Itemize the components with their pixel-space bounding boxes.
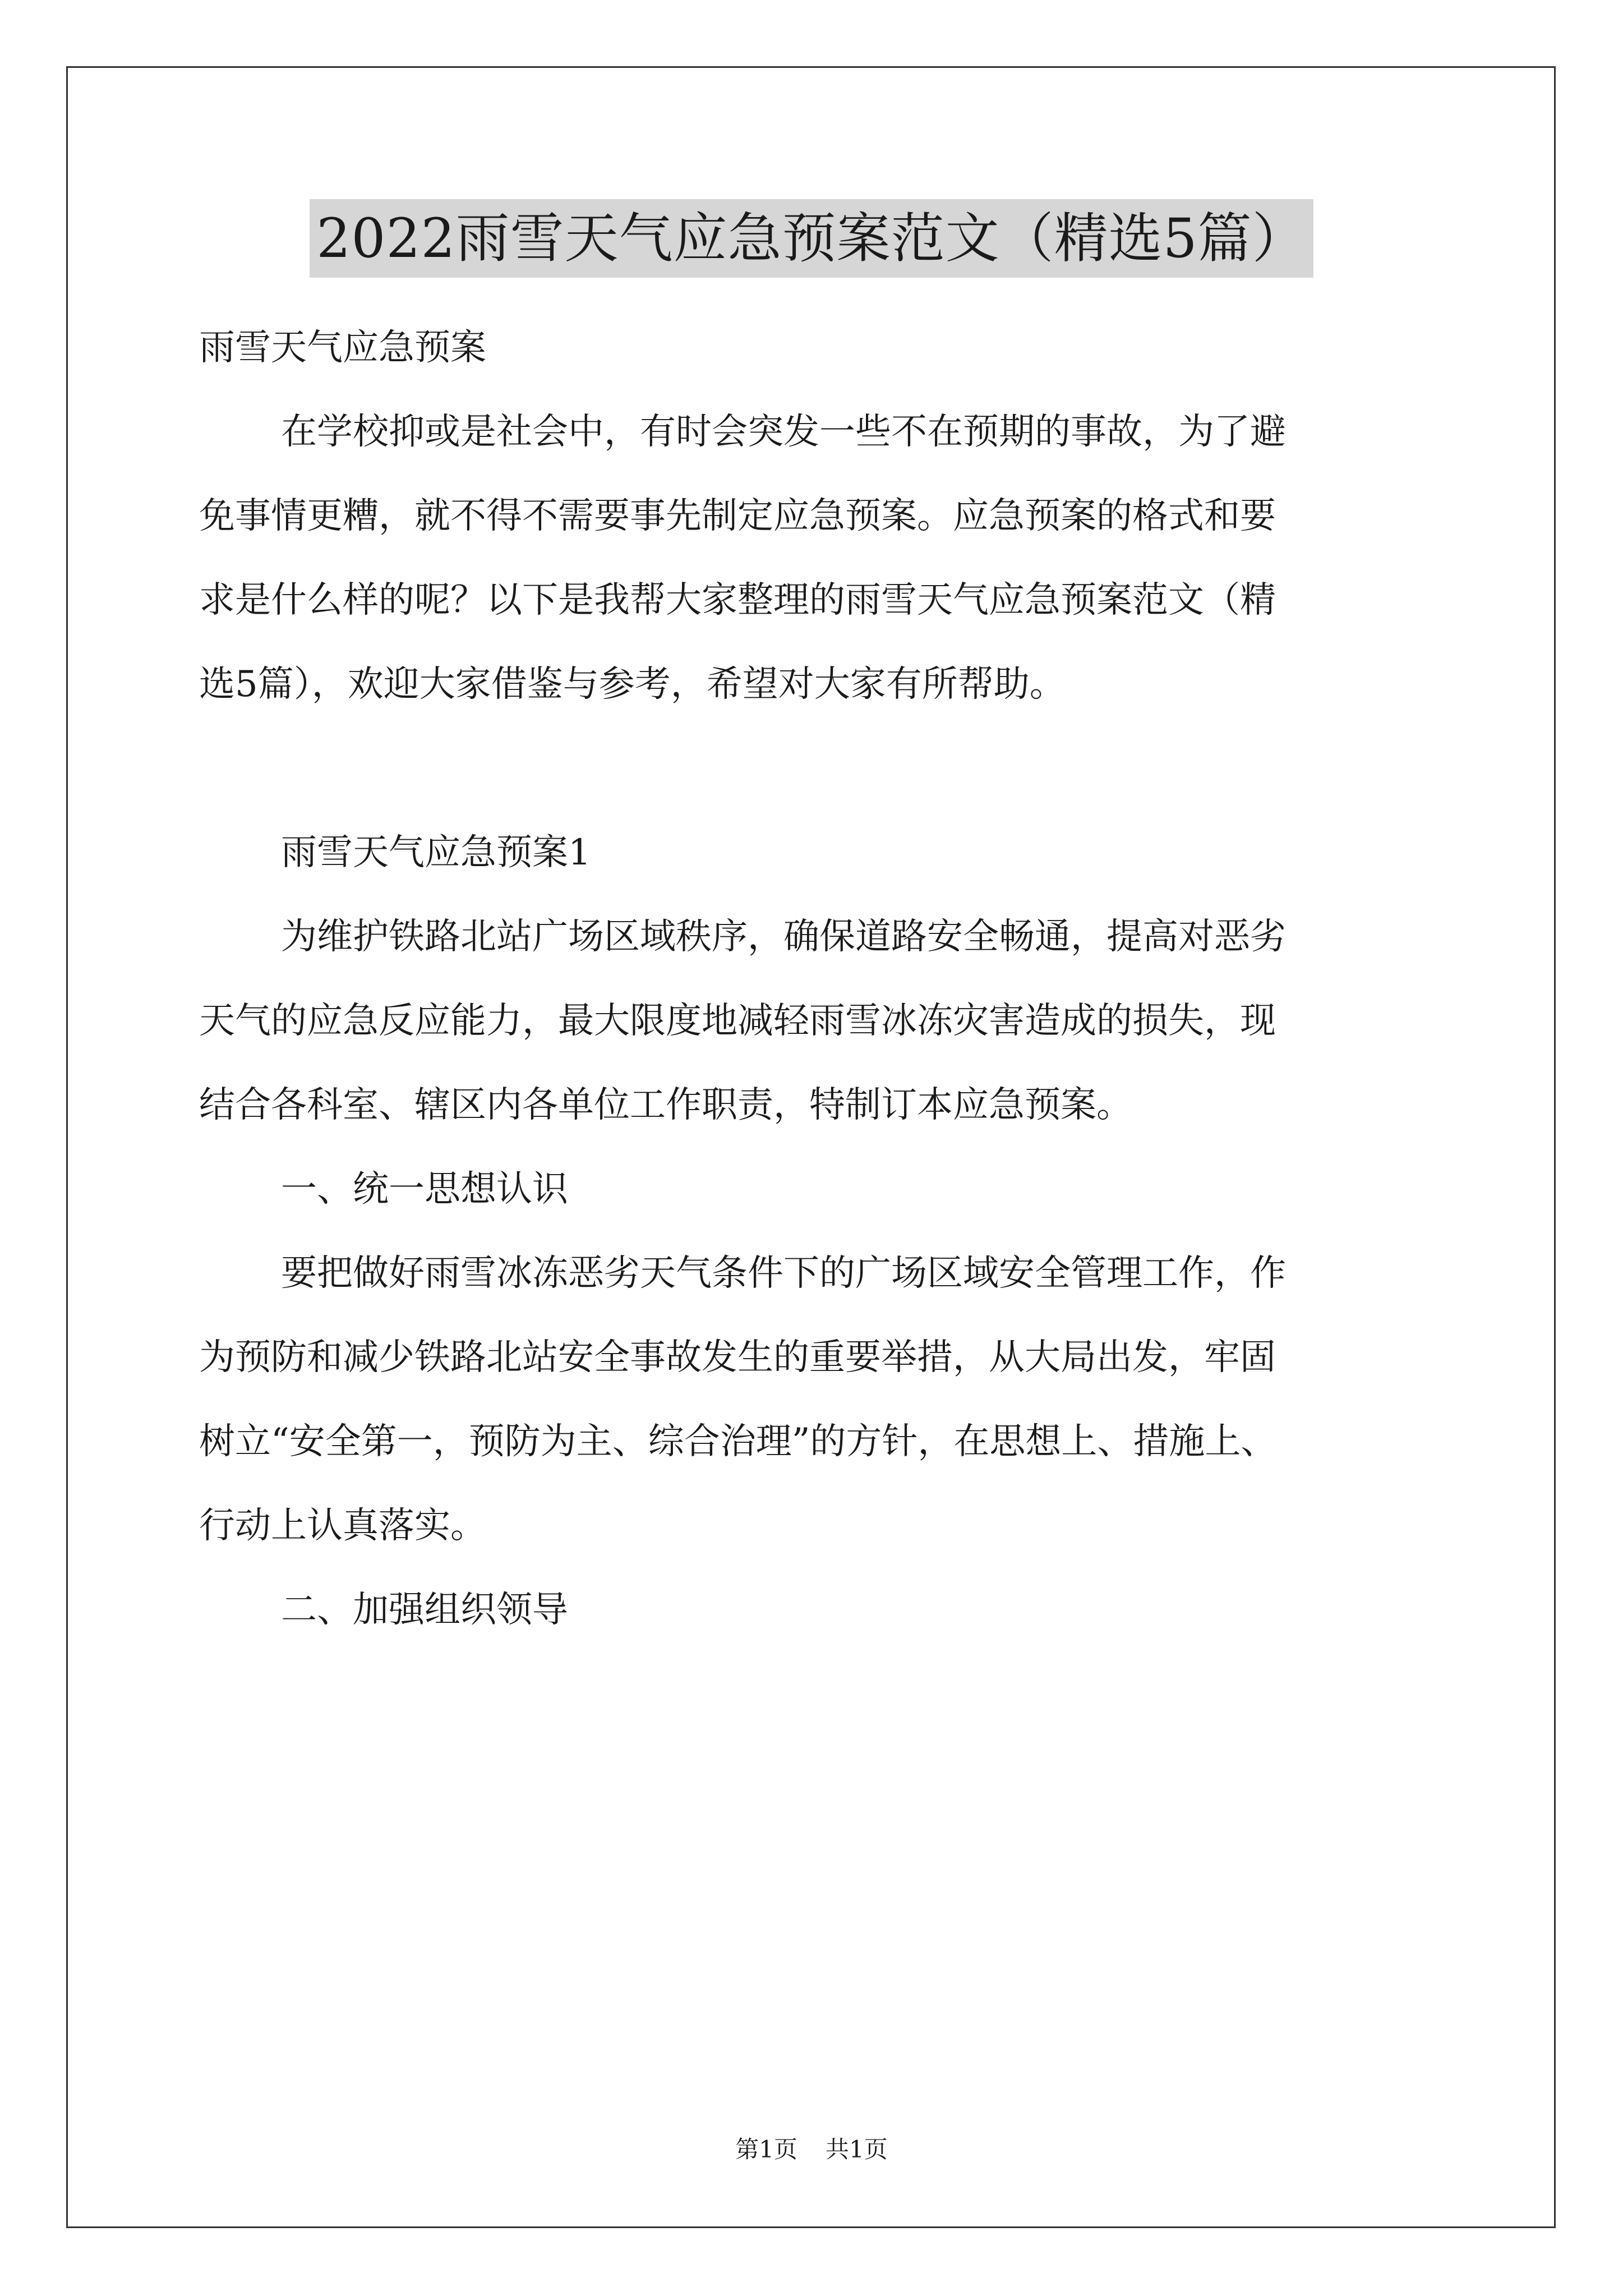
paragraph-line: 求是什么样的呢？以下是我帮大家整理的雨雪天气应急预案范文（精 [199, 579, 1276, 621]
paragraph-line: 行动上认真落实。 [199, 1505, 486, 1547]
section-heading: 雨雪天气应急预案 [199, 327, 486, 369]
paragraph-line: 为预防和减少铁路北站安全事故发生的重要举措，从大局出发，牢固 [199, 1337, 1276, 1378]
paragraph-line: 为维护铁路北站广场区域秩序，确保道路安全畅通，提高对恶劣 [281, 916, 1286, 958]
paragraph-line: 选5篇），欢迎大家借鉴与参考，希望对大家有所帮助。 [199, 664, 1066, 705]
numbered-heading: 一、统一思想认识 [281, 1168, 568, 1210]
page-number-current: 第1页 [735, 2136, 797, 2163]
paragraph-line: 免事情更糟，就不得不需要事先制定应急预案。应急预案的格式和要 [199, 495, 1276, 537]
paragraph-gap [199, 726, 1433, 811]
paragraph-line: 结合各科室、辖区内各单位工作职责，特制订本应急预案。 [199, 1084, 1132, 1126]
title-container [0, 199, 1623, 278]
paragraph-line: 天气的应急反应能力，最大限度地减轻雨雪冰冻灾害造成的损失，现 [199, 1000, 1276, 1042]
page-footer [0, 2133, 1623, 2166]
page-number-total: 共1页 [826, 2136, 888, 2163]
subsection-heading: 雨雪天气应急预案1 [281, 832, 591, 873]
paragraph-line: 要把做好雨雪冰冻恶劣天气条件下的广场区域安全管理工作，作 [281, 1253, 1286, 1294]
paragraph-line: 树立“安全第一，预防为主、综合治理”的方针，在思想上、措施上、 [199, 1421, 1277, 1462]
document-title: 2022雨雪天气应急预案范文（精选5篇） [310, 199, 1313, 278]
paragraph-line: 在学校抑或是社会中，有时会突发一些不在预期的事故，为了避 [281, 411, 1286, 453]
document-body [199, 306, 1433, 1652]
numbered-heading: 二、加强组织领导 [281, 1589, 568, 1631]
